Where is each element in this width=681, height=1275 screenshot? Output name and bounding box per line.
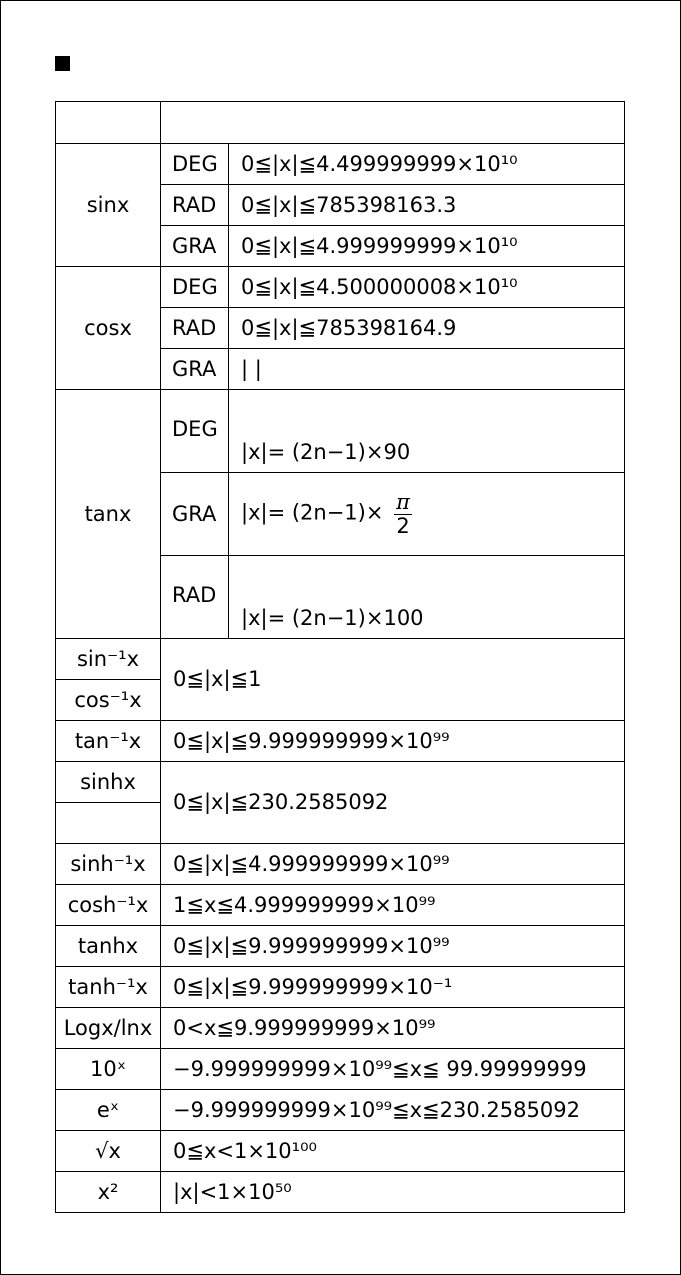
function-pow10: 10ˣ (56, 1049, 161, 1090)
function-sinh: sinhx (56, 762, 161, 803)
input-range-table (55, 101, 625, 1213)
table-row (56, 926, 625, 967)
function-arcsin: sin⁻¹x (56, 639, 161, 680)
range-value: 0≦|x|≦4.500000008×10¹⁰ (229, 267, 625, 308)
function-arctan: tan⁻¹x (56, 721, 161, 762)
range-value: 0≦|x|≦4.999999999×10⁹⁹ (161, 844, 625, 885)
angle-mode: RAD (161, 185, 229, 226)
range-value: |x|= (2n−1)×100 (229, 556, 625, 639)
function-square: x² (56, 1172, 161, 1213)
table-row (56, 144, 625, 185)
table-row (56, 390, 625, 473)
section-bullet-square (55, 56, 70, 71)
table-row (56, 762, 625, 803)
function-arcosh: cosh⁻¹x (56, 885, 161, 926)
header-range-cell (161, 102, 625, 144)
table-row (56, 639, 625, 680)
function-log-ln: Logx/lnx (56, 1008, 161, 1049)
range-value: −9.999999999×10⁹⁹≦x≦230.2585092 (161, 1090, 625, 1131)
range-value: 0≦|x|≦4.999999999×10¹⁰ (229, 226, 625, 267)
table-row (56, 1008, 625, 1049)
range-value: 0≦|x|≦9.999999999×10⁹⁹ (161, 926, 625, 967)
function-tan: tanx (56, 390, 161, 639)
function-sin: sinx (56, 144, 161, 267)
function-artanh: tanh⁻¹x (56, 967, 161, 1008)
table-header-row (56, 102, 625, 144)
range-value: 0≦|x|≦785398163.3 (229, 185, 625, 226)
function-arccos: cos⁻¹x (56, 680, 161, 721)
function-blank (56, 803, 161, 844)
angle-mode: DEG (161, 267, 229, 308)
fraction-numerator: π (396, 490, 410, 515)
range-value: 0<x≦9.999999999×10⁹⁹ (161, 1008, 625, 1049)
table-row (56, 885, 625, 926)
range-value: 0≦|x|≦9.999999999×10⁻¹ (161, 967, 625, 1008)
table-row (56, 1131, 625, 1172)
function-sqrt: √x (56, 1131, 161, 1172)
angle-mode: RAD (161, 308, 229, 349)
function-tanh: tanhx (56, 926, 161, 967)
range-value: |x|= (2n−1)× (241, 501, 384, 525)
angle-mode: GRA (161, 226, 229, 267)
table-row (56, 1172, 625, 1213)
range-value-with-fraction (229, 473, 625, 556)
range-value: | | (229, 349, 625, 390)
angle-mode: GRA (161, 473, 229, 556)
angle-mode: DEG (161, 144, 229, 185)
function-arsinh: sinh⁻¹x (56, 844, 161, 885)
table-row (56, 267, 625, 308)
table-row (56, 721, 625, 762)
range-value: 0≦|x|≦4.499999999×10¹⁰ (229, 144, 625, 185)
angle-mode: DEG (161, 390, 229, 473)
range-value: −9.999999999×10⁹⁹≦x≦ 99.99999999 (161, 1049, 625, 1090)
range-value: 0≦|x|≦1 (161, 639, 625, 721)
range-value: 0≦x<1×10¹⁰⁰ (161, 1131, 625, 1172)
table-row (56, 844, 625, 885)
table-row (56, 1049, 625, 1090)
range-value: |x|= (2n−1)×90 (229, 390, 625, 473)
fraction-pi-over-2 (394, 491, 412, 536)
range-value: 0≦|x|≦230.2585092 (161, 762, 625, 844)
table-row (56, 1090, 625, 1131)
angle-mode: GRA (161, 349, 229, 390)
function-exp: eˣ (56, 1090, 161, 1131)
range-value: 1≦x≦4.999999999×10⁹⁹ (161, 885, 625, 926)
header-function-cell (56, 102, 161, 144)
range-value: 0≦|x|≦9.999999999×10⁹⁹ (161, 721, 625, 762)
range-value: |x|<1×10⁵⁰ (161, 1172, 625, 1213)
function-cos: cosx (56, 267, 161, 390)
range-value: 0≦|x|≦785398164.9 (229, 308, 625, 349)
table-row (56, 967, 625, 1008)
angle-mode: RAD (161, 556, 229, 639)
fraction-denominator: 2 (396, 513, 410, 538)
